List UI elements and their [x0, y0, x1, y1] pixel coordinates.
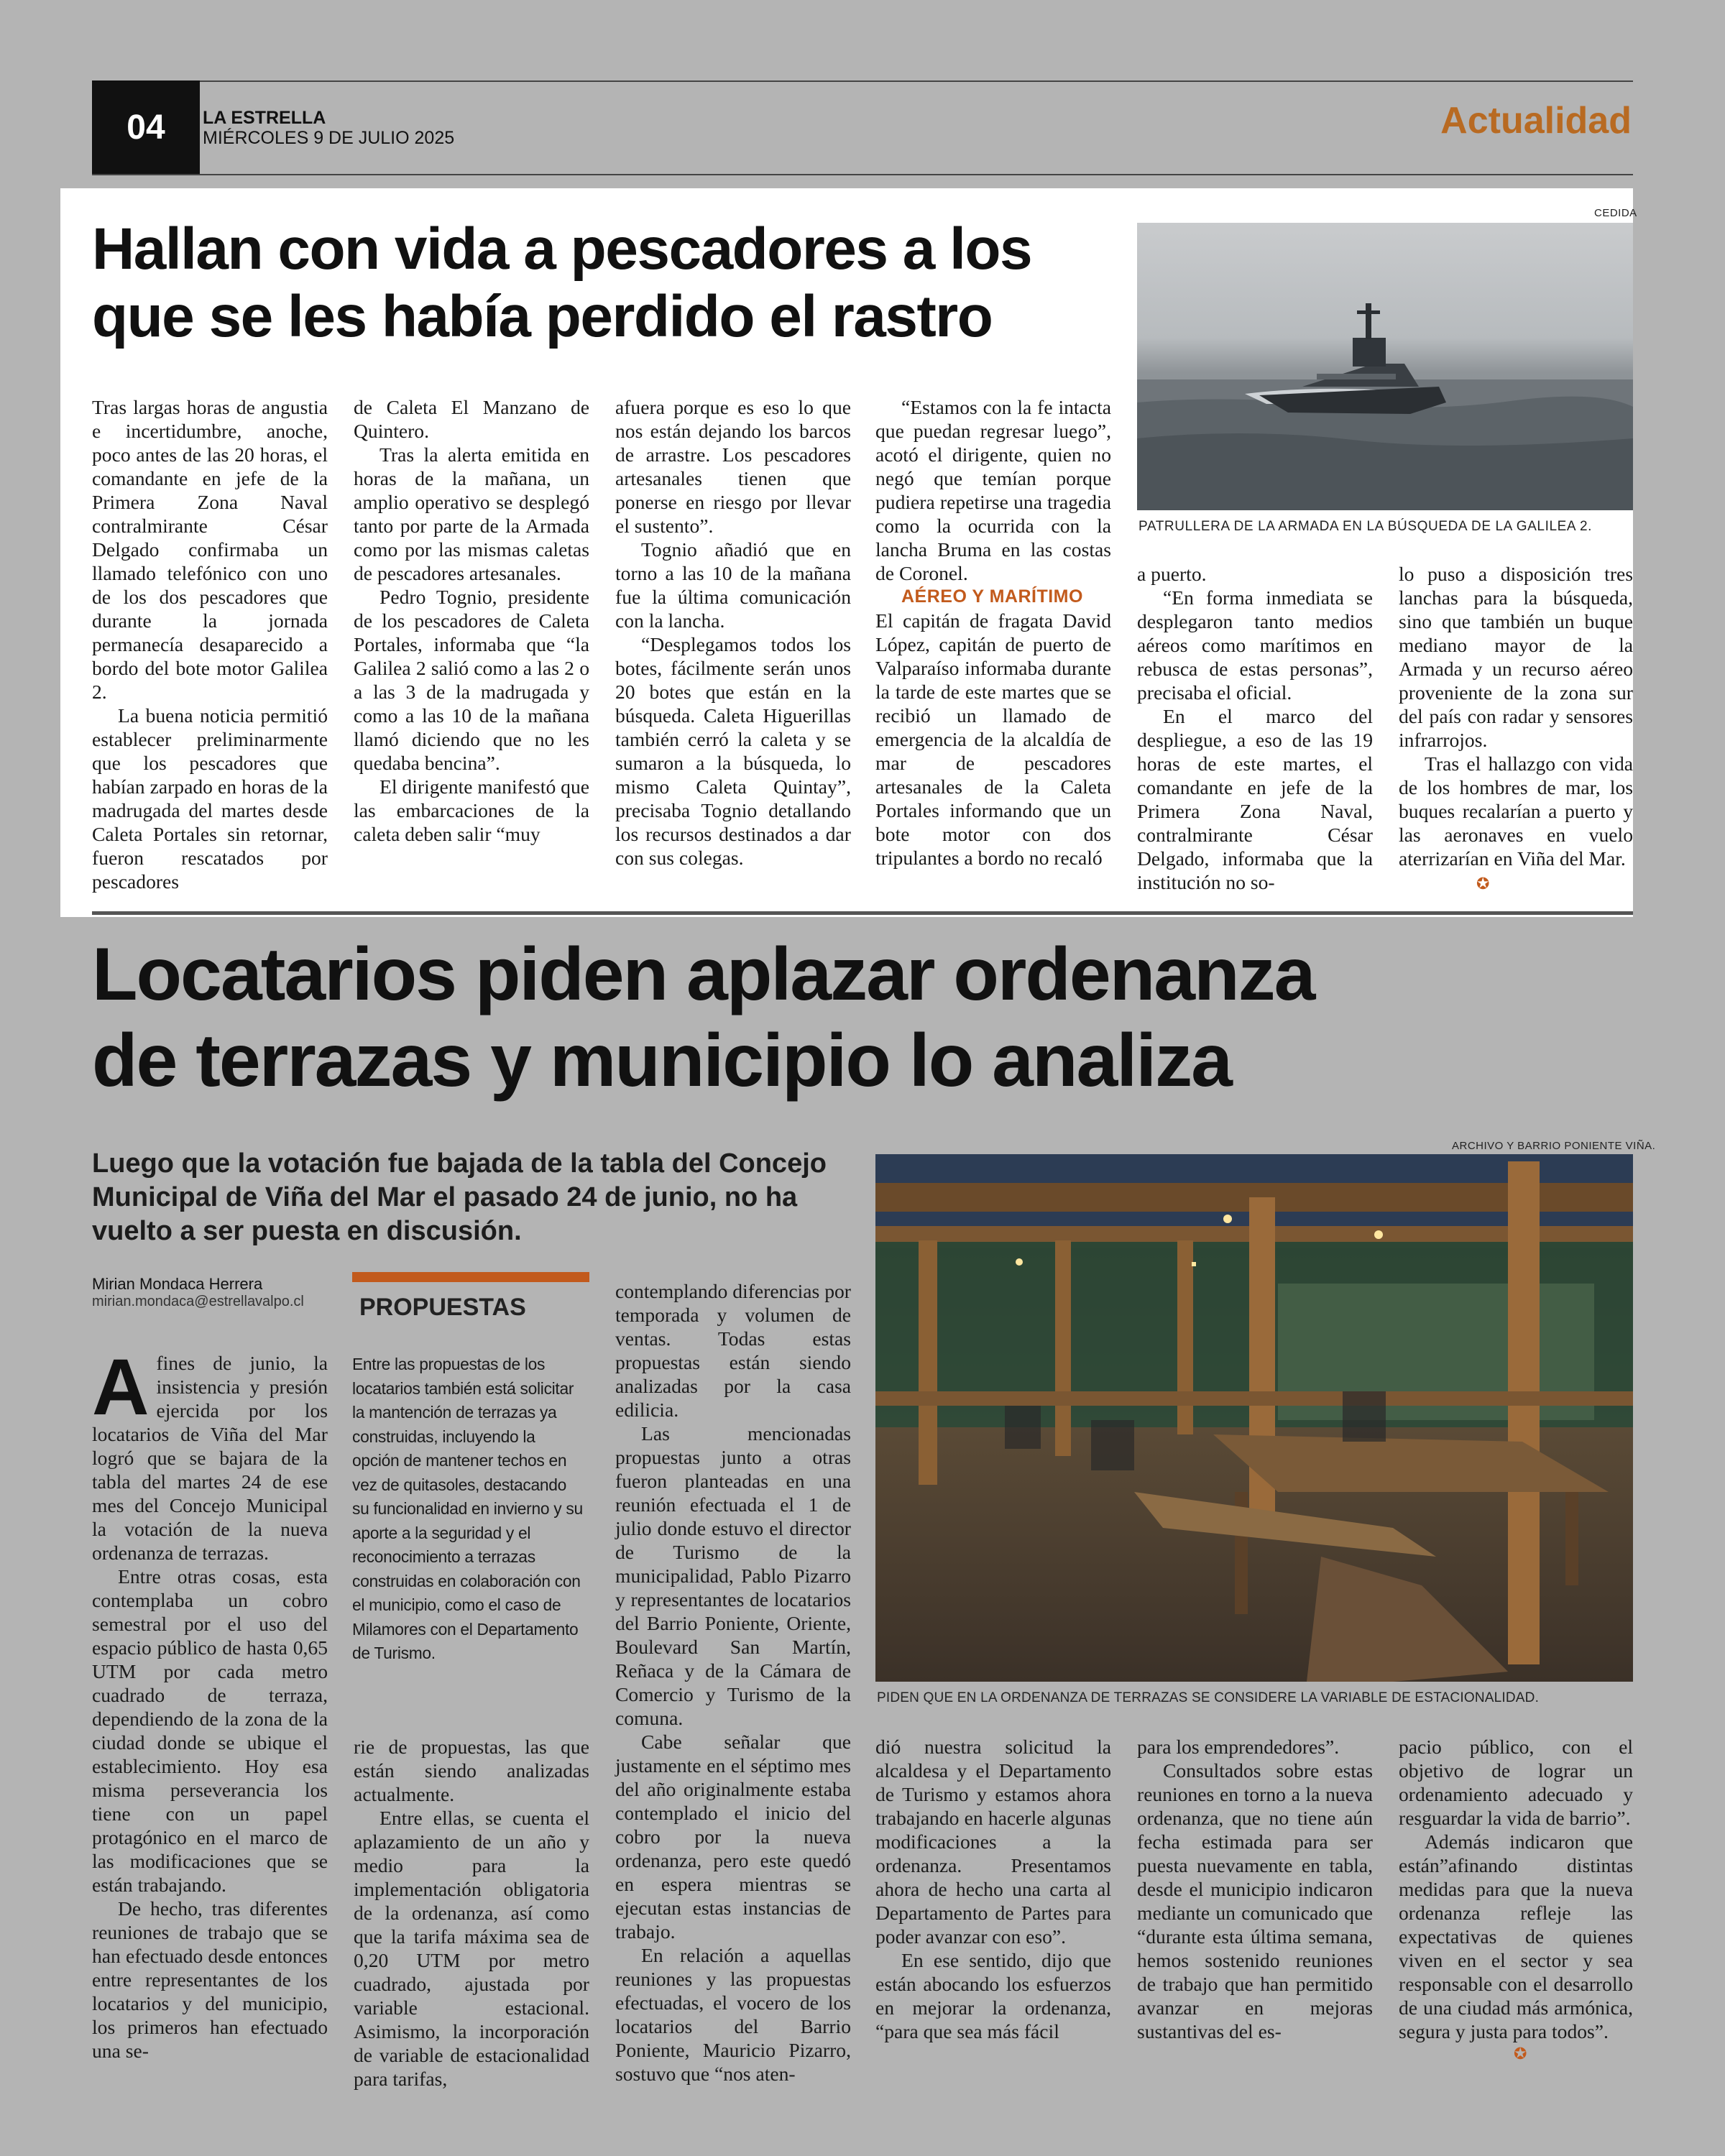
article2-photo-credit: ARCHIVO Y BARRIO PONIENTE VIÑA. [1452, 1140, 1656, 1152]
patrol-boat-illustration [1137, 223, 1633, 510]
article2-lead-paragraph [92, 1343, 328, 1565]
article2-column-5 [1137, 1735, 1373, 2043]
article2-photo-caption: PIDEN QUE EN LA ORDENANZA DE TERRAZAS SE CONSIDERE LA VARIABLE DE ESTACIONALIDAD. [877, 1690, 1540, 1705]
article1-headline-line2: que se les había perdido el rastro [92, 284, 993, 349]
header-top-rule [92, 80, 1633, 82]
issue-date: MIÉRCOLES 9 DE JULIO 2025 [203, 128, 455, 148]
article2-c3-p4: En relación a aquellas reuniones y las propuestas efectuadas, el vocero de los locatarios del Barrio Poniente, Mauricio Pizarro, sostuvo que “nos aten- [615, 1944, 851, 2085]
article-divider [92, 911, 1633, 915]
page-number: 04 [92, 80, 200, 174]
article1-subhead: AÉREO Y MARÍTIMO [901, 586, 1083, 607]
article1-end-mark-icon: ✪ [1476, 875, 1490, 893]
article2-column-1 [92, 1343, 328, 2063]
masthead [203, 108, 454, 148]
article1-c3-p1: afuera porque es eso lo que nos están dejando los barcos de arrastre. Los pescadores artesanales tienen que ponerse en riesgo por llevar el sustento”. [615, 396, 851, 537]
article2-deck: Luego que la votación fue bajada de la tabla del Concejo Municipal de Viña del Mar el pasado 24 de junio, no ha vuelto a ser puesta en discusión. [92, 1148, 827, 1246]
article2-c3-p2: Las mencionadas propuestas junto a otras fueron planteadas en una reunión efectuada el 1 de julio donde estuvo el director de Turismo de la municipalidad, Pablo Pizarro y representantes de locatarios del Barrio Poniente, Oriente, Boulevard San Martín, Reñaca y de la Cámara de Comercio y Turismo de la comuna. [615, 1422, 851, 1729]
article1-c5-p1: a puerto. [1137, 563, 1207, 585]
article2-c6-p2: Además indicaron que están”afinando distintas medidas para que la nueva ordenanza refleje las expectativas de quienes viven en el sector y sea responsable con el desarrollo de una ciudad más armónica, segura y justa para todos”. [1399, 1830, 1633, 2042]
article1-c3-p3: “Desplegamos todos los botes, fácilmente serán unos 20 botes que están en la búsqueda. Caleta Higuerillas también cerró la caleta y se sumaron a la búsqueda, lo mismo Caleta Quintay”, precisaba Tognio detallando los recursos destinados a dar con sus colegas. [615, 633, 851, 869]
article1-photo-caption: PATRULLERA DE LA ARMADA EN LA BÚSQUEDA DE LA GALILEA 2. [1138, 519, 1593, 534]
article1-c2-p1: de Caleta El Manzano de Quintero. [354, 396, 589, 442]
article2-c5-p2: Consultados sobre estas reuniones en torno a la nueva ordenanza, que no tiene aún fecha estimada para ser puesta nuevamente en tabla, desde el municipio indicaron mediante un comunicado que “durante esta última semana, hemos sostenido reuniones de trabajo que han permitido avanzar en mejoras sustantivas del es- [1137, 1759, 1373, 2042]
article2-headline [92, 931, 1601, 1104]
article1-photo [1137, 223, 1633, 510]
article1-c4-p1: “Estamos con la fe intacta que puedan regresar luego”, acotó el dirigente, quien no negó que temían porque pudiera repetirse una tragedia como la ocurrida con la lancha Bruma en las costas de Coronel. [875, 396, 1111, 584]
article2-c5-p1: para los emprendedores”. [1137, 1736, 1340, 1758]
article1-column-6 [1399, 562, 1633, 870]
article2-column-2 [354, 1735, 589, 2091]
article2-headline-line2: de terrazas y municipio lo analiza [92, 1019, 1231, 1102]
article1-c5-p3: En el marco del despliegue, a eso de las 19 horas de este martes, el comandante en jefe de la Primera Zona Naval, contralmirante César Delgado, informaba que la institución no so- [1137, 705, 1373, 893]
article2-column-3 [615, 1279, 851, 2086]
article1-c4-p2: El capitán de fragata David López, capitán de puerto de Valparaíso informaba durante la tarde de este martes que se recibió un llamado de emergencia de la alcaldía de mar de pescadores artesanales de la Caleta Portales informando que un bote motor con dos tripulantes a bordo no recaló [875, 609, 1111, 869]
article2-c3-p3: Cabe señalar que justamente en el séptimo mes del año originalmente estaba contemplado el inicio del cobro por la nueva ordenanza, pero este quedó en espera mientras se ejecutan estas instancias de trabajo. [615, 1731, 851, 1943]
dropcap: A [92, 1343, 150, 1432]
article1-c2-p3: Pedro Tognio, presidente de los pescadores de Caleta Portales, informaba que “la Galilea 2 salió como a las 2 o a las 3 de la madrugada y como a las 10 de la mañana llamó diciendo que no les quedaba bencina”. [354, 586, 589, 774]
section-label: Actualidad [1440, 100, 1632, 142]
article2-c1-p3: De hecho, tras diferentes reuniones de trabajo que se han efectuado desde entonces entre representantes de los locatarios y del municipio, los primeros han efectuado una se- [92, 1897, 328, 2062]
terrace-illustration [875, 1154, 1633, 1682]
article2-headline-line1: Locatarios piden aplazar ordenanza [92, 933, 1315, 1016]
article2-c4-p1: dió nuestra solicitud la alcaldesa y el Departamento de Turismo y estamos ahora trabajando en hacerle algunas modificaciones a la ordenanza. Presentamos ahora de hecho una carta al Departamento de Partes para poder avanzar con eso”. [875, 1736, 1111, 1948]
article1-column-1 [92, 395, 328, 893]
article1-column-5 [1137, 562, 1373, 894]
sidebar-box-title: PROPUESTAS [359, 1294, 526, 1321]
article1-column-3 [615, 395, 851, 870]
sidebar-box-text: Entre las propuestas de los locatarios también está solicitar la mantención de terrazas ya construidas, incluyendo la opción de mantener techos en vez de quitasoles, destacando su funcionalidad en invierno y su aporte a la seguridad y el reconocimiento a terrazas construidas en colaboración con el municipio, como el caso de Milamores con el Departamento de Turismo. [352, 1355, 583, 1662]
header-bottom-rule [92, 174, 1633, 175]
article1-c1-p2: La buena noticia permitió establecer preliminarmente que los pescadores que habían zarpado en horas de la madrugada del martes desde Caleta Portales sin retornar, fueron rescatados por pescadores [92, 704, 328, 893]
article2-column-6 [1399, 1735, 1633, 2043]
article2-column-4 [875, 1735, 1111, 2043]
author-email: mirian.mondaca@estrellavalpo.cl [92, 1294, 304, 1309]
article1-c3-p2: Tognio añadió que en torno a las 10 de la mañana fue la última comunicación con la lancha. [615, 538, 851, 632]
article2-c4-p2: En ese sentido, dijo que están abocando los esfuerzos en mejorar la ordenanza, “para que sea más fácil [875, 1949, 1111, 2042]
author-name: Mirian Mondaca Herrera [92, 1275, 263, 1293]
article1-headline [92, 216, 1120, 351]
article2-c6-p1: pacio público, con el objetivo de lograr un ordenamiento adecuado y resguardar la vida de barrio”. [1399, 1736, 1633, 1829]
article1-c2-p2: Tras la alerta emitida en horas de la mañana, un amplio operativo se desplegó tanto por parte de la Armada como por las mismas caletas de pescadores artesanales. [354, 443, 589, 584]
article2-c3-p1: contemplando diferencias por temporada y volumen de ventas. Todas estas propuestas están siendo analizadas por la casa edilicia. [615, 1280, 851, 1421]
article1-c2-p4: El dirigente manifestó que las embarcaciones de la caleta deben salir “muy [354, 775, 589, 845]
article2-lead-text: fines de junio, la insistencia y presión ejercida por los locatarios de Viña del Mar logró que se bajara de la tabla del martes 24 de ese mes del Concejo Municipal la votación de la nueva ordenanza de terrazas. [92, 1352, 328, 1564]
article2-end-mark-icon: ✪ [1514, 2045, 1527, 2063]
article1-column-4 [875, 395, 1111, 870]
article2-c2-p1: rie de propuestas, las que están siendo analizadas actualmente. [354, 1736, 589, 1805]
article1-c6-p2: Tras el hallazgo con vida de los hombres de mar, los buques recalarían a puerto y las aeronaves en vuelo aterrizarían en Viña del Mar. [1399, 752, 1633, 870]
article2-photo [875, 1154, 1633, 1682]
sidebar-box-rule [352, 1272, 589, 1282]
article1-headline-line1: Hallan con vida a pescadores a los [92, 216, 1032, 282]
article2-c2-p2: Entre ellas, se cuenta el aplazamiento de un año y medio para la implementación obligatoria de la ordenanza, así como que la tarifa máxima sea de 0,20 UTM por metro cuadrado, ajustada por variable estacional. Asimismo, la incorporación de variable de estacionalidad para tarifas, [354, 1807, 589, 2090]
article1-c5-p2: “En forma inmediata se desplegaron tanto medios aéreos como marítimos en rebusca de estas personas”, precisaba el oficial. [1137, 586, 1373, 704]
newspaper-name: LA ESTRELLA [203, 108, 326, 128]
article1-c1-p1: Tras largas horas de angustia e incertidumbre, anoche, poco antes de las 20 horas, el comandante en jefe de la Primera Zona Naval contralmirante César Delgado confirmaba un llamado telefónico con uno de los dos pescadores que durante la jornada permanecía desaparecido a bordo del bote motor Galilea 2. [92, 396, 328, 703]
article2-c1-p2: Entre otras cosas, esta contemplaba un cobro semestral por el uso del espacio público de hasta 0,65 UTM por cada metro cuadrado de terraza, dependiendo de la zona de la ciudad donde se ubique el establecimiento. Hoy esa misma perseverancia los tiene con un papel protagónico en el marco de las modificaciones que se están trabajando. [92, 1565, 328, 1896]
article1-column-2 [354, 395, 589, 846]
article1-c6-p1: lo puso a disposición tres lanchas para la búsqueda, sino que también un buque mediano mayor de la Armada y un recurso aéreo proveniente de la zona sur del país con radar y sensores infrarrojos. [1399, 563, 1633, 751]
article1-photo-credit: CEDIDA [1594, 207, 1637, 219]
